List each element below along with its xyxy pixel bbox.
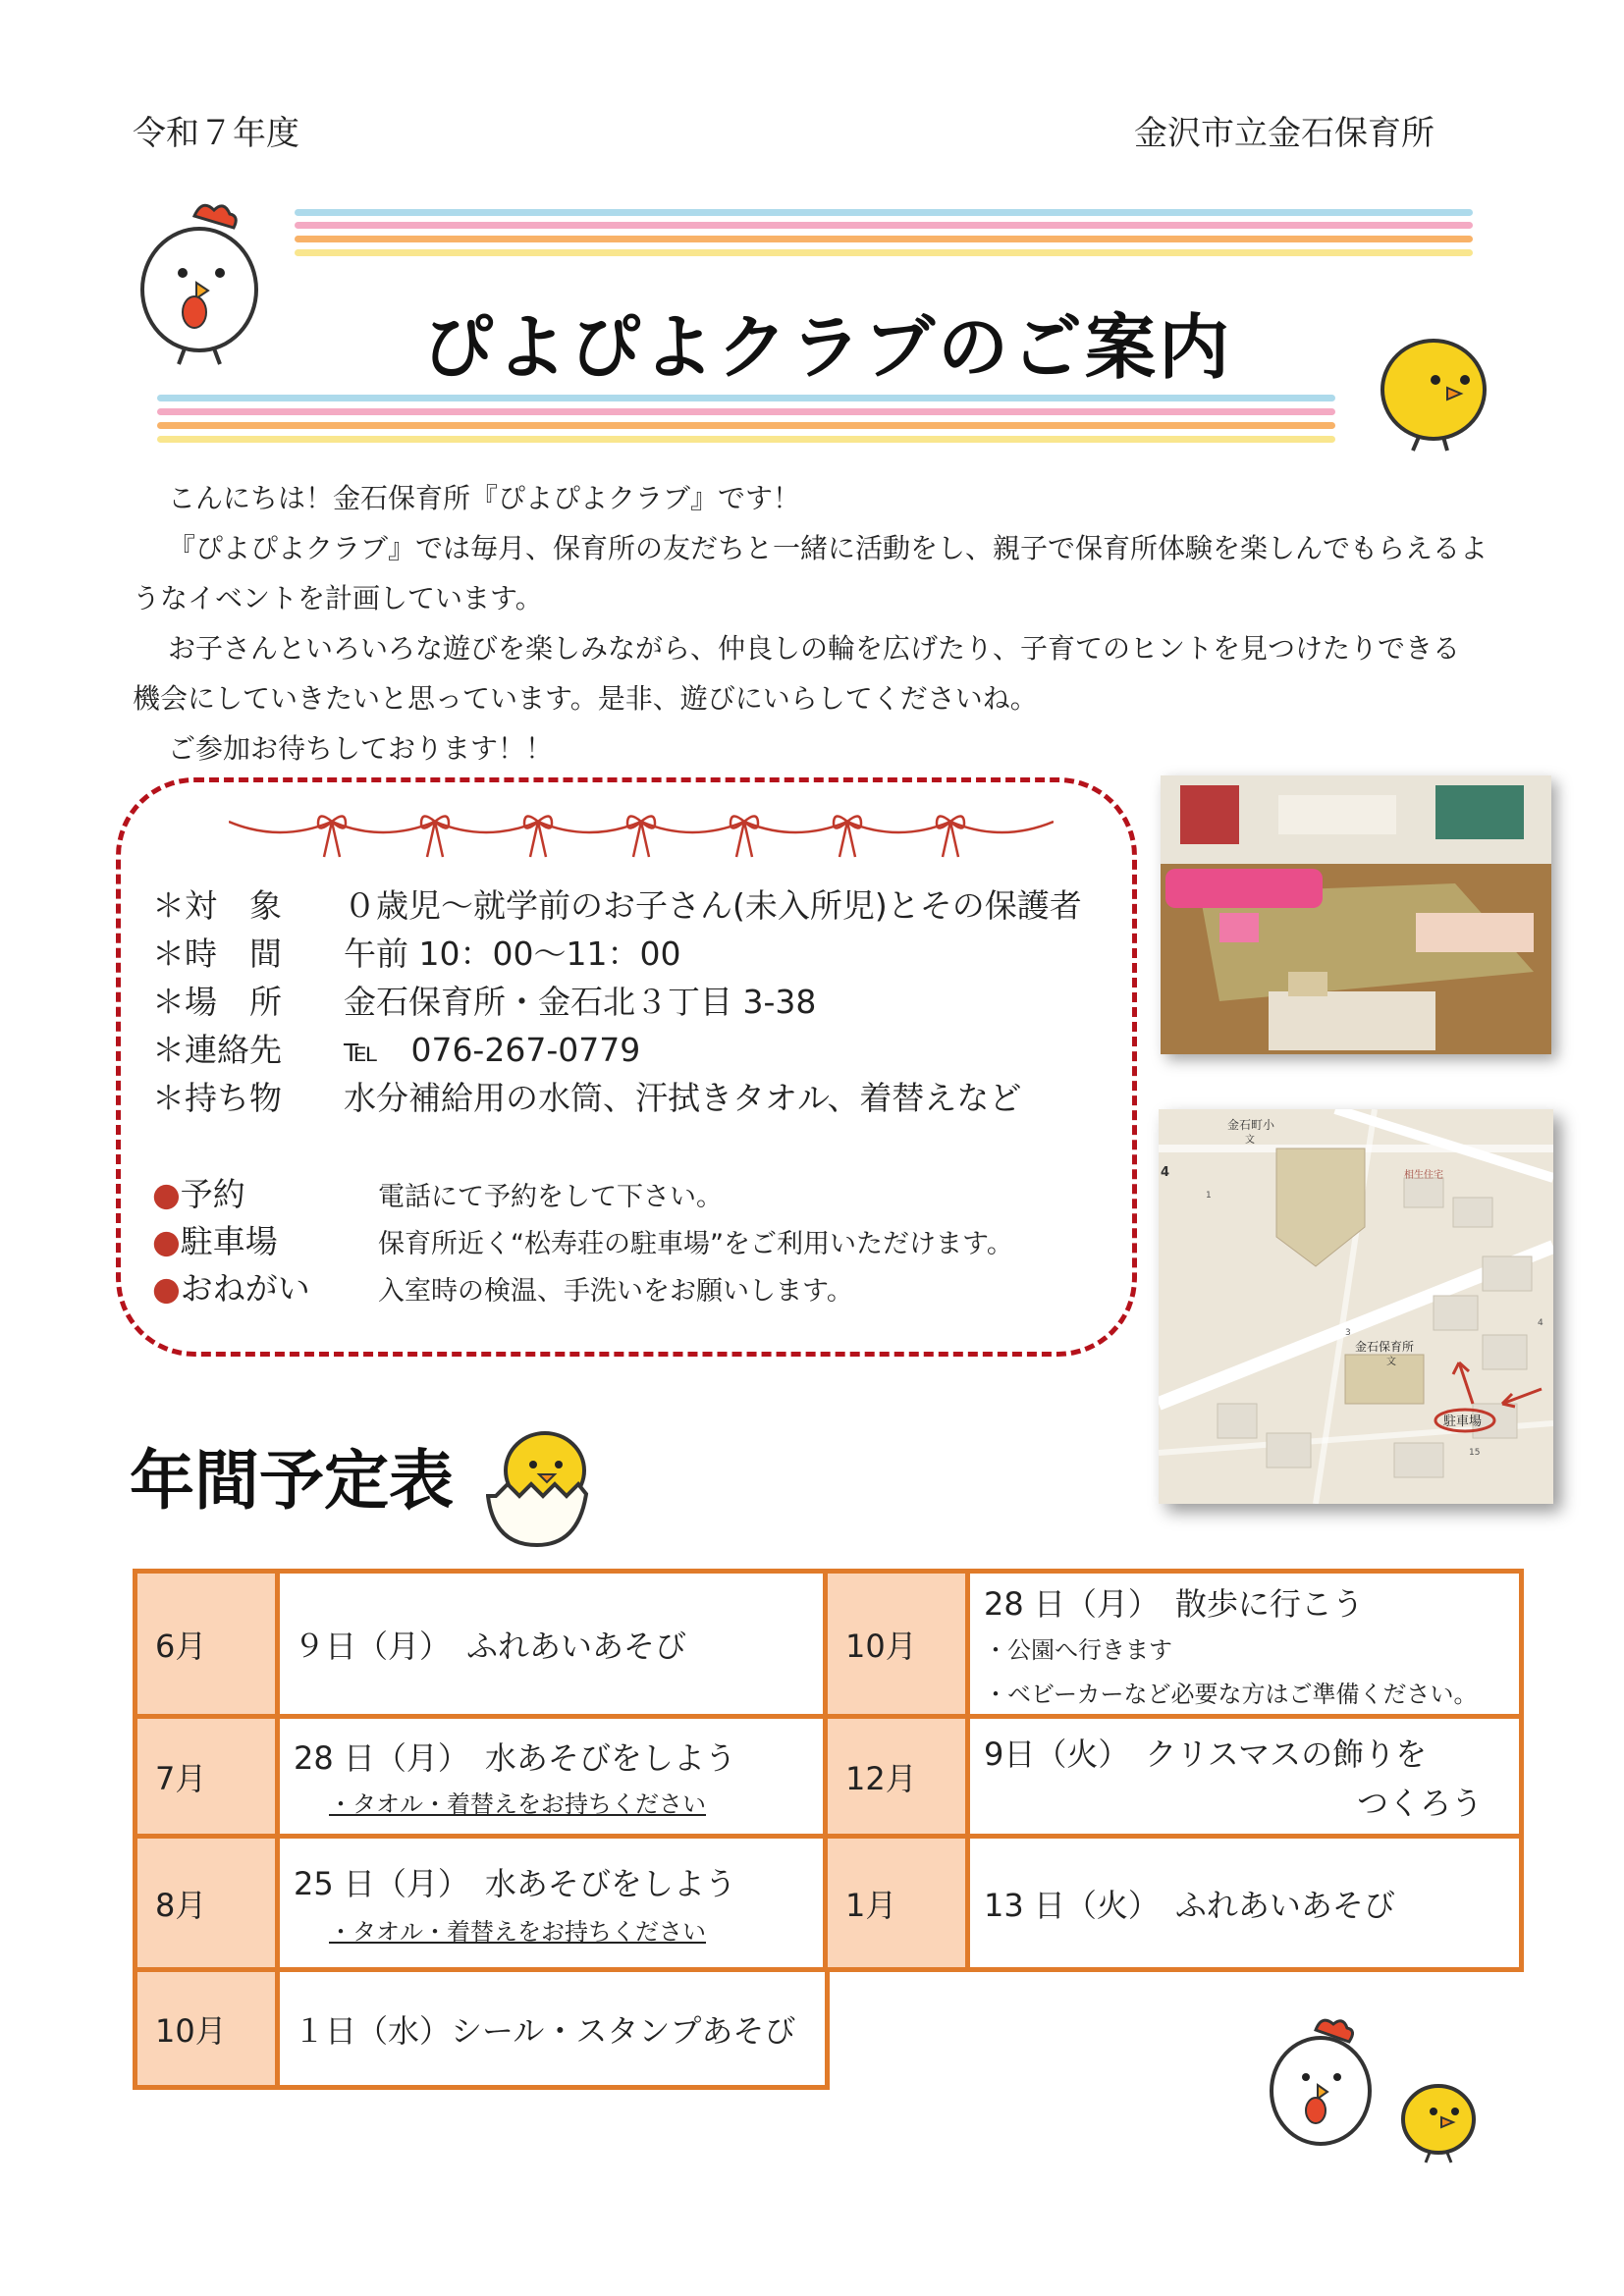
intro-text [133, 473, 1507, 774]
note-value: 電話にて予約をして下さい。 [378, 1182, 723, 1212]
event-text: 25 日（月） 水あそびをしよう [294, 1865, 736, 1902]
table-row [826, 1837, 1522, 1970]
table-row [135, 1572, 828, 1717]
month-cell: 10月 [826, 1572, 968, 1717]
detail-key: ＊連絡先 [152, 1031, 282, 1069]
event-text: １日（水）シール・スタンプあそび [294, 2011, 796, 2050]
event-text: 28 日（月） 散歩に行こう [984, 1584, 1364, 1623]
ribbon-garland-icon [229, 802, 1054, 881]
event-text-continued: つくろう [1357, 1784, 1484, 1822]
intro-line: 『ぴよぴよクラブ』では毎月、保育所の友だちと一緒に活動をし、親子で保育所体験を楽しんでもらえるよ [168, 532, 1489, 564]
organization-name: 金沢市立金石保育所 [1134, 114, 1435, 153]
intro-line: 機会にしていきたいと思っています。是非、遊びにいらしてくださいね。 [133, 682, 1038, 715]
event-cell [968, 1572, 1522, 1717]
intro-line: ご参加お待ちしております！！ [168, 732, 554, 765]
playroom-photo [1161, 775, 1551, 1054]
month-cell: 8月 [135, 1837, 278, 1970]
map-number: 3 [1345, 1328, 1351, 1338]
map-label-school-mark: 文 [1245, 1135, 1255, 1146]
map-number: 1 [1206, 1191, 1212, 1201]
page-title: ぴよぴよクラブのご案内 [422, 306, 1233, 389]
table-row [135, 1717, 828, 1837]
map-label-nursery-mark: 文 [1386, 1357, 1396, 1367]
chick-icon [1394, 2076, 1483, 2164]
map-label-housing: 相生住宅 [1404, 1170, 1443, 1181]
bullet-icon: ● [152, 1269, 181, 1308]
table-row [826, 1717, 1522, 1837]
note-key: おねがい [180, 1269, 310, 1308]
map-label-school: 金石町小 [1227, 1118, 1275, 1132]
note-key: 駐車場 [180, 1222, 278, 1260]
event-cell [968, 1837, 1522, 1970]
event-note: ・公園へ行きます [984, 1635, 1172, 1664]
event-cell [278, 1970, 828, 2088]
detail-value: 午前 10：00～11：00 [344, 934, 681, 973]
table-row [135, 1837, 828, 1970]
table-row [135, 1970, 828, 2088]
month-cell: 7月 [135, 1717, 278, 1837]
detail-key: ＊時 間 [152, 934, 282, 973]
hen-icon [126, 196, 273, 373]
chick-icon [1375, 329, 1492, 456]
event-cell [278, 1837, 828, 1970]
event-note: ・タオル・着替えをお持ちください [329, 1918, 706, 1946]
event-text: 9日（火） クリスマスの飾りを [984, 1735, 1428, 1773]
event-text: ９日（月） ふれあいあそび [294, 1627, 687, 1665]
map-number: 15 [1469, 1448, 1481, 1458]
map-label-parking: 駐車場 [1443, 1415, 1483, 1429]
event-cell [278, 1717, 828, 1837]
map-label-nursery: 金石保育所 [1355, 1340, 1415, 1354]
month-cell: 1月 [826, 1837, 968, 1970]
month-cell: 12月 [826, 1717, 968, 1837]
month-cell: 10月 [135, 1970, 278, 2088]
event-cell [968, 1717, 1522, 1837]
event-note: ・タオル・着替えをお持ちください [329, 1790, 706, 1818]
detail-key: ＊持ち物 [152, 1079, 282, 1117]
intro-line: こんにちは！金石保育所『ぴよぴよクラブ』です！ [168, 482, 801, 514]
event-cell [278, 1572, 828, 1717]
info-box [116, 777, 1137, 1357]
fiscal-year: 令和７年度 [133, 114, 299, 153]
detail-value: 金石保育所・金石北３丁目 3-38 [344, 983, 817, 1021]
schedule-table-right [823, 1569, 1524, 1972]
detail-key: ＊場 所 [152, 983, 282, 1021]
map-edge-label: 4 [1161, 1165, 1170, 1180]
month-cell: 6月 [135, 1572, 278, 1717]
intro-line: お子さんといろいろな遊びを楽しみながら、仲良しの輪を広げたり、子育てのヒントを見つけたりできる [168, 632, 1461, 665]
detail-key: ＊対 象 [152, 886, 282, 925]
note-value: 入室時の検温、手洗いをお願いします。 [378, 1276, 853, 1307]
note-value: 保育所近く“松寿荘の駐車場”をご利用いただけます。 [378, 1229, 1013, 1259]
detail-value: ℡ 076-267-0779 [344, 1031, 641, 1069]
intro-line: うなイベントを計画しています。 [133, 582, 543, 614]
detail-value: 水分補給用の水筒、汗拭きタオル、着替えなど [344, 1079, 1022, 1117]
access-map [1159, 1109, 1553, 1504]
table-row [826, 1572, 1522, 1717]
detail-value: ０歳児～就学前のお子さん(未入所児)とその保護者 [344, 886, 1082, 925]
event-note: ・ベビーカーなど必要な方はご準備ください。 [984, 1680, 1478, 1708]
event-text: 13 日（火） ふれあいあそび [984, 1886, 1395, 1924]
schedule-title: 年間予定表 [130, 1443, 454, 1519]
note-key: 予約 [180, 1175, 245, 1213]
bullet-icon: ● [152, 1175, 181, 1213]
hen-icon [1257, 2012, 1384, 2160]
map-number: 4 [1538, 1318, 1543, 1328]
schedule-table-left [133, 1569, 830, 2090]
bullet-icon: ● [152, 1222, 181, 1260]
hatching-chick-icon [486, 1423, 604, 1551]
event-text: 28 日（月） 水あそびをしよう [294, 1739, 736, 1777]
